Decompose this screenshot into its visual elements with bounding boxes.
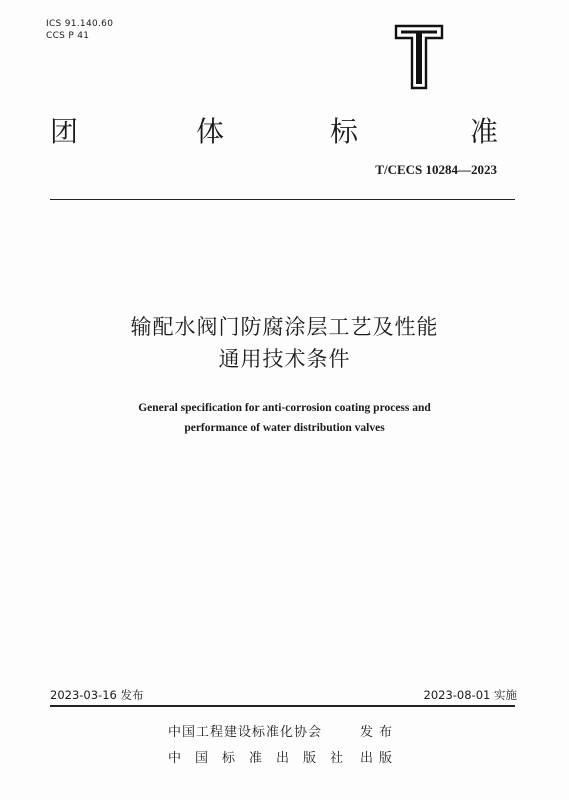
english-title-line-1: General specification for anti-corrosion coating process and — [138, 402, 431, 414]
category-char: 准 — [470, 115, 499, 148]
bottom-divider — [50, 705, 515, 707]
publisher-action: 发布 — [360, 725, 399, 740]
implementation-date: 2023-08-01 实施 — [423, 688, 517, 702]
classification-codes — [46, 18, 113, 42]
chinese-title-line-2: 通用技术条件 — [218, 347, 351, 371]
chinese-title — [0, 311, 569, 375]
publisher-org: 中国工程建设标准化协会 — [168, 725, 323, 740]
chinese-title-line-1: 输配水阀门防腐涂层工艺及性能 — [130, 315, 439, 339]
category-char: 体 — [196, 115, 225, 148]
english-title-line-2: performance of water distribution valves — [184, 422, 385, 434]
ccs-code: CCS P 41 — [46, 31, 90, 41]
issue-date: 2023-03-16 发布 — [50, 688, 144, 702]
standard-number: T/CECS 10284—2023 — [375, 162, 497, 177]
top-divider — [50, 199, 515, 200]
english-title — [0, 398, 569, 438]
category-char: 团 — [50, 115, 79, 148]
standard-category — [0, 110, 569, 146]
printer-action: 出版 — [360, 751, 399, 766]
ics-code: ICS 91.140.60 — [46, 19, 114, 29]
printer-org: 中国标准出版社 — [168, 751, 358, 766]
category-char: 标 — [330, 115, 359, 148]
standard-t-logo — [394, 24, 444, 90]
